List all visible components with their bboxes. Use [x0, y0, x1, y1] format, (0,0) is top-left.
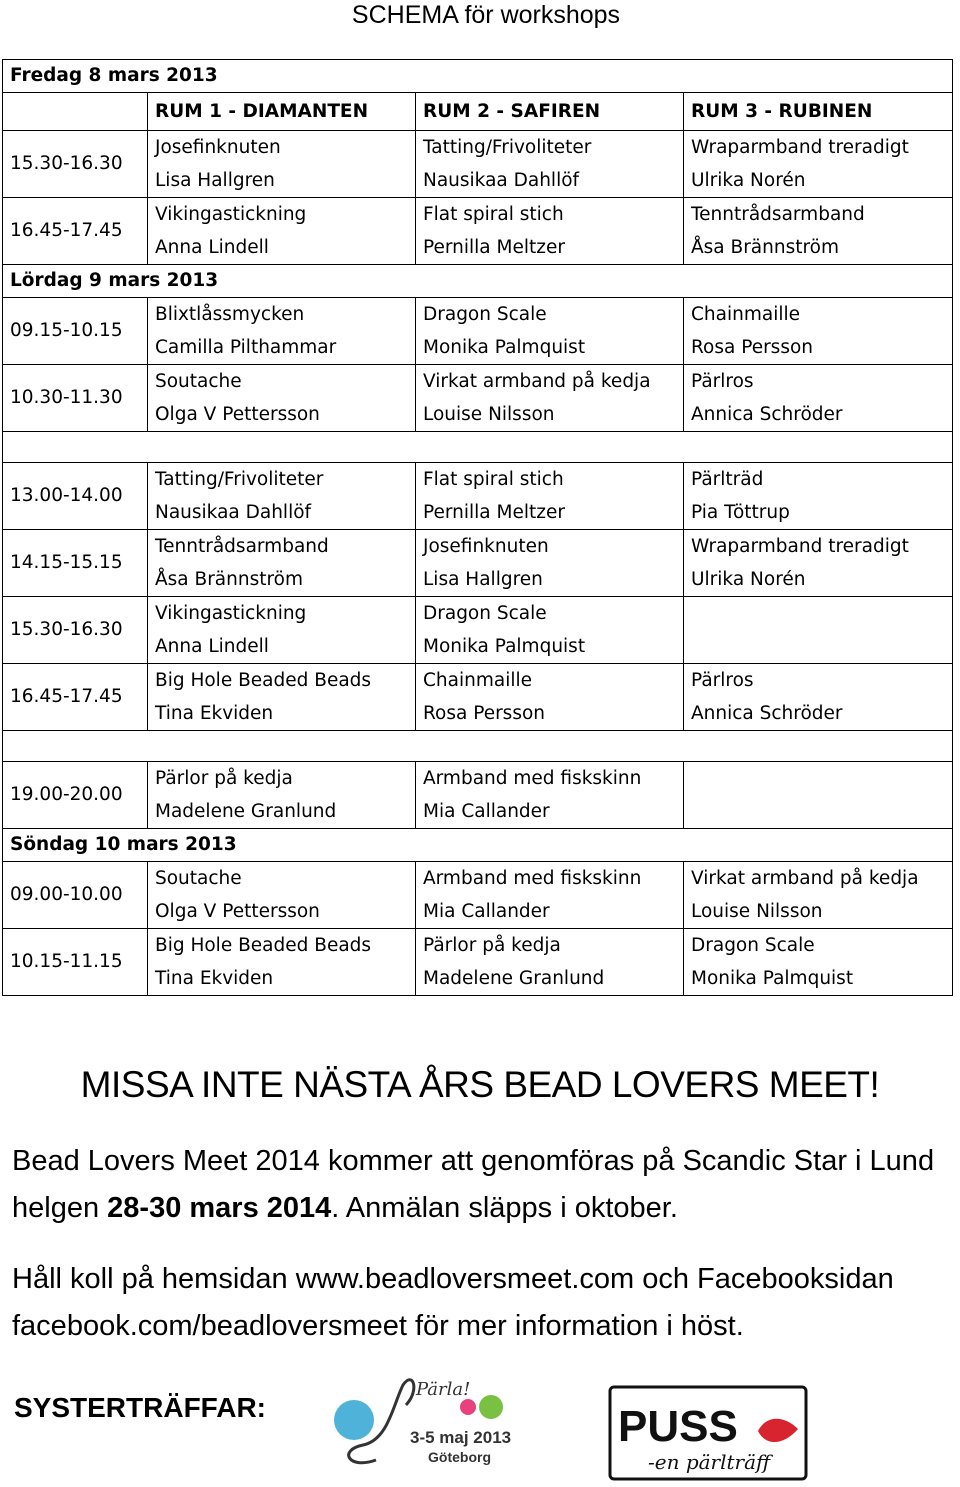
spacer-row	[3, 432, 953, 463]
workshop-title: Pärlros	[691, 371, 754, 392]
time-slot: 10.30-11.30	[3, 365, 148, 432]
workshop-teacher: Madelene Granlund	[155, 801, 337, 822]
workshop-title: Chainmaille	[691, 304, 801, 325]
schedule-row	[3, 762, 953, 829]
workshop-room-2	[416, 664, 684, 731]
workshop-room-3	[684, 664, 953, 731]
time-slot: 19.00-20.00	[3, 762, 148, 829]
workshop-teacher: Ulrika Norén	[691, 569, 806, 590]
workshop-room-1	[148, 198, 416, 265]
workshop-teacher: Pernilla Meltzer	[423, 237, 565, 258]
promo-paragraph-1	[12, 1138, 960, 1232]
day-heading-friday: Fredag 8 mars 2013	[3, 60, 953, 93]
workshop-title: Flat spiral stich	[423, 469, 564, 490]
workshop-teacher: Anna Lindell	[155, 636, 269, 657]
schedule-row	[3, 597, 953, 664]
parla-dates: 3-5 maj 2013	[410, 1428, 512, 1447]
promo-dates: 28-30 mars 2014	[107, 1192, 332, 1224]
day-heading-saturday: Lördag 9 mars 2013	[3, 265, 953, 298]
workshop-room-1	[148, 298, 416, 365]
workshop-room-1	[148, 530, 416, 597]
empty-cell	[3, 93, 148, 131]
workshop-title: Tenntrådsarmband	[155, 536, 329, 557]
schedule-row	[3, 131, 953, 198]
bead-icon	[334, 1400, 374, 1440]
workshop-teacher: Pernilla Meltzer	[423, 502, 565, 523]
workshop-teacher: Monika Palmquist	[423, 337, 586, 358]
parla-word: Pärla!	[416, 1379, 471, 1400]
workshop-teacher: Rosa Persson	[691, 337, 814, 358]
bead-icon	[460, 1399, 476, 1415]
promo-text: . Anmälan släpps i oktober.	[331, 1192, 678, 1224]
schedule-row	[3, 929, 953, 996]
workshop-title: Soutache	[155, 868, 242, 889]
workshop-title: Pärlträd	[691, 469, 764, 490]
workshop-room-3	[684, 463, 953, 530]
time-slot: 14.15-15.15	[3, 530, 148, 597]
workshop-room-2	[416, 762, 684, 829]
time-slot: 09.15-10.15	[3, 298, 148, 365]
workshop-title: Pärlor på kedja	[423, 935, 561, 956]
workshop-room-1	[148, 131, 416, 198]
workshop-teacher: Olga V Pettersson	[155, 901, 320, 922]
promo-text: Bead Lovers Meet 2014 kommer att genomföras på Scandic Star i Lund helgen	[12, 1145, 935, 1224]
workshop-teacher: Louise Nilsson	[423, 404, 555, 425]
workshop-title: Flat spiral stich	[423, 204, 564, 225]
time-slot: 16.45-17.45	[3, 664, 148, 731]
workshop-title: Big Hole Beaded Beads	[155, 935, 372, 956]
workshop-room-1	[148, 762, 416, 829]
workshop-title: Wraparmband treradigt	[691, 137, 909, 158]
schedule-row	[3, 530, 953, 597]
workshop-room-2	[416, 530, 684, 597]
workshop-room-1	[148, 463, 416, 530]
bead-icon	[479, 1395, 503, 1419]
workshop-room-3	[684, 298, 953, 365]
puss-word: PUSS	[618, 1402, 738, 1451]
workshop-teacher: Lisa Hallgren	[423, 569, 543, 590]
workshop-room-3	[684, 762, 953, 829]
workshop-room-1	[148, 664, 416, 731]
workshop-room-1	[148, 597, 416, 664]
workshop-title: Josefinknuten	[423, 536, 549, 557]
workshop-teacher: Mia Callander	[423, 901, 550, 922]
workshop-schedule-table	[2, 59, 953, 996]
workshop-room-1	[148, 365, 416, 432]
day-heading-sunday: Söndag 10 mars 2013	[3, 829, 953, 862]
schedule-row	[3, 365, 953, 432]
workshop-title: Chainmaille	[423, 670, 533, 691]
workshop-title: Vikingastickning	[155, 603, 307, 624]
workshop-teacher: Tina Ekviden	[155, 968, 274, 989]
time-slot: 10.15-11.15	[3, 929, 148, 996]
workshop-title: Big Hole Beaded Beads	[155, 670, 372, 691]
workshop-room-2	[416, 463, 684, 530]
workshop-teacher: Lisa Hallgren	[155, 170, 275, 191]
workshop-room-2	[416, 862, 684, 929]
workshop-title: Soutache	[155, 371, 242, 392]
room-1-header: RUM 1 - DIAMANTEN	[148, 93, 416, 131]
parla-city: Göteborg	[428, 1449, 491, 1465]
workshop-teacher: Annica Schröder	[691, 703, 843, 724]
workshop-teacher: Monika Palmquist	[423, 636, 586, 657]
workshop-teacher: Åsa Brännström	[691, 237, 840, 258]
puss-logo	[608, 1385, 808, 1481]
workshop-teacher: Olga V Pettersson	[155, 404, 320, 425]
parla-logo	[328, 1365, 518, 1475]
workshop-room-3	[684, 131, 953, 198]
workshop-title: Blixtlåssmycken	[155, 304, 305, 325]
workshop-room-2	[416, 597, 684, 664]
workshop-room-3	[684, 597, 953, 664]
workshop-title: Dragon Scale	[691, 935, 815, 956]
workshop-teacher: Pia Töttrup	[691, 502, 790, 523]
spacer-row	[3, 731, 953, 762]
time-slot: 09.00-10.00	[3, 862, 148, 929]
workshop-title: Dragon Scale	[423, 304, 547, 325]
workshop-teacher: Tina Ekviden	[155, 703, 274, 724]
time-slot: 15.30-16.30	[3, 597, 148, 664]
workshop-teacher: Åsa Brännström	[155, 569, 304, 590]
workshop-teacher: Anna Lindell	[155, 237, 269, 258]
workshop-room-2	[416, 298, 684, 365]
workshop-teacher: Monika Palmquist	[691, 968, 854, 989]
time-slot: 16.45-17.45	[3, 198, 148, 265]
workshop-teacher: Nausikaa Dahllöf	[155, 502, 312, 523]
workshop-room-1	[148, 929, 416, 996]
workshop-teacher: Annica Schröder	[691, 404, 843, 425]
workshop-title: Virkat armband på kedja	[691, 868, 919, 889]
workshop-room-2	[416, 131, 684, 198]
time-slot: 15.30-16.30	[3, 131, 148, 198]
schedule-row	[3, 298, 953, 365]
workshop-title: Vikingastickning	[155, 204, 307, 225]
workshop-room-2	[416, 365, 684, 432]
workshop-title: Pärlor på kedja	[155, 768, 293, 789]
schedule-row	[3, 198, 953, 265]
workshop-room-3	[684, 862, 953, 929]
promo-headline: MISSA INTE NÄSTA ÅRS BEAD LOVERS MEET!	[80, 1064, 880, 1105]
workshop-room-2	[416, 929, 684, 996]
workshop-room-3	[684, 365, 953, 432]
time-slot: 13.00-14.00	[3, 463, 148, 530]
workshop-title: Armband med fiskskinn	[423, 868, 642, 889]
workshop-title: Wraparmband treradigt	[691, 536, 909, 557]
workshop-room-3	[684, 530, 953, 597]
page-title: SCHEMA för workshops	[351, 1, 621, 29]
workshop-title: Tatting/Frivoliteter	[423, 137, 592, 158]
workshop-title: Dragon Scale	[423, 603, 547, 624]
workshop-room-3	[684, 929, 953, 996]
promo-paragraph-2: Håll koll på hemsidan www.beadloversmeet.com och Facebooksidan facebook.com/beadloversmeet för mer information i höst.	[12, 1263, 894, 1342]
workshop-teacher: Camilla Pilthammar	[155, 337, 337, 358]
room-2-header: RUM 2 - SAFIREN	[416, 93, 684, 131]
workshop-teacher: Mia Callander	[423, 801, 550, 822]
workshop-room-3	[684, 198, 953, 265]
workshop-teacher: Ulrika Norén	[691, 170, 806, 191]
workshop-title: Virkat armband på kedja	[423, 371, 651, 392]
workshop-title: Josefinknuten	[155, 137, 281, 158]
workshop-teacher: Nausikaa Dahllöf	[423, 170, 580, 191]
workshop-teacher: Rosa Persson	[423, 703, 546, 724]
workshop-title: Pärlros	[691, 670, 754, 691]
schedule-row	[3, 463, 953, 530]
room-3-header: RUM 3 - RUBINEN	[684, 93, 953, 131]
workshop-room-1	[148, 862, 416, 929]
sister-events-label: SYSTERTRÄFFAR:	[14, 1392, 266, 1423]
workshop-title: Tenntrådsarmband	[691, 204, 865, 225]
schedule-row	[3, 664, 953, 731]
workshop-teacher: Louise Nilsson	[691, 901, 823, 922]
workshop-room-2	[416, 198, 684, 265]
workshop-title: Armband med fiskskinn	[423, 768, 642, 789]
schedule-row	[3, 862, 953, 929]
workshop-teacher: Madelene Granlund	[423, 968, 605, 989]
puss-sub: -en pärlträff	[648, 1450, 771, 1474]
workshop-title: Tatting/Frivoliteter	[155, 469, 324, 490]
